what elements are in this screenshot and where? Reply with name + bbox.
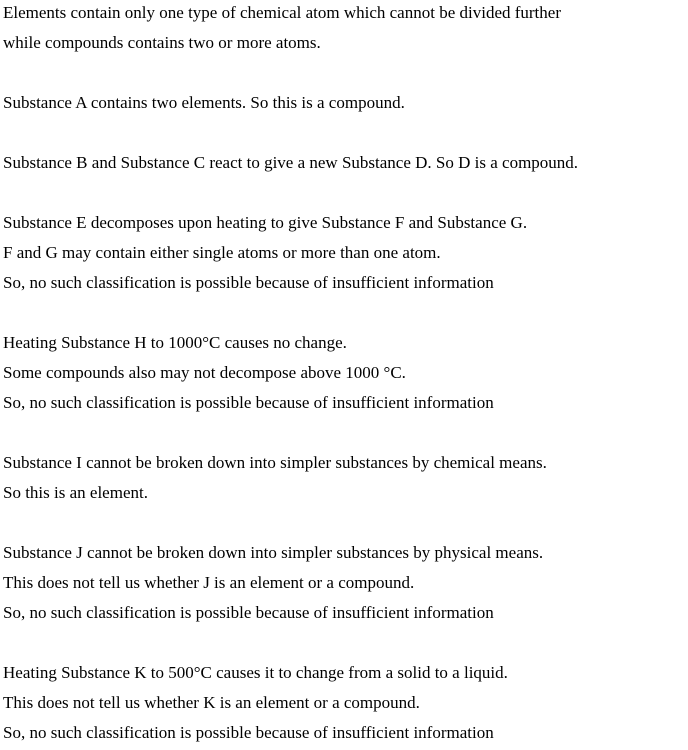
paragraph-substance-k — [3, 660, 578, 750]
text-line: while compounds contains two or more atoms. — [3, 33, 321, 52]
text-line: Some compounds also may not decompose above 1000 °C. — [3, 363, 406, 382]
paragraph-substance-d — [3, 150, 578, 180]
paragraph-definition — [3, 0, 578, 60]
text-line: This does not tell us whether K is an element or a compound. — [3, 693, 420, 712]
text-line: Substance J cannot be broken down into simpler substances by physical means. — [3, 543, 544, 562]
document-body — [3, 0, 578, 750]
text-line: So, no such classification is possible because of insufficient information — [3, 723, 494, 742]
paragraph-substance-a — [3, 90, 578, 120]
paragraph-substance-i — [3, 450, 578, 510]
text-line: Substance B and Substance C react to give a new Substance D. So D is a compound. — [3, 153, 579, 172]
text-line: So, no such classification is possible because of insufficient information — [3, 273, 494, 292]
paragraph-substance-h — [3, 330, 578, 420]
text-line: Substance E decomposes upon heating to give Substance F and Substance G. — [3, 213, 528, 232]
text-line: Elements contain only one type of chemical atom which cannot be divided further — [3, 3, 561, 22]
text-line: So, no such classification is possible because of insufficient information — [3, 603, 494, 622]
text-line: Substance I cannot be broken down into simpler substances by chemical means. — [3, 453, 547, 472]
text-line: Substance A contains two elements. So this is a compound. — [3, 93, 405, 112]
paragraph-substance-e — [3, 210, 578, 300]
text-line: This does not tell us whether J is an element or a compound. — [3, 573, 415, 592]
text-line: So, no such classification is possible because of insufficient information — [3, 393, 494, 412]
text-line: Heating Substance K to 500°C causes it to change from a solid to a liquid. — [3, 663, 508, 682]
text-line: Heating Substance H to 1000°C causes no change. — [3, 333, 347, 352]
text-line: F and G may contain either single atoms or more than one atom. — [3, 243, 441, 262]
paragraph-substance-j — [3, 540, 578, 630]
text-line: So this is an element. — [3, 483, 148, 502]
